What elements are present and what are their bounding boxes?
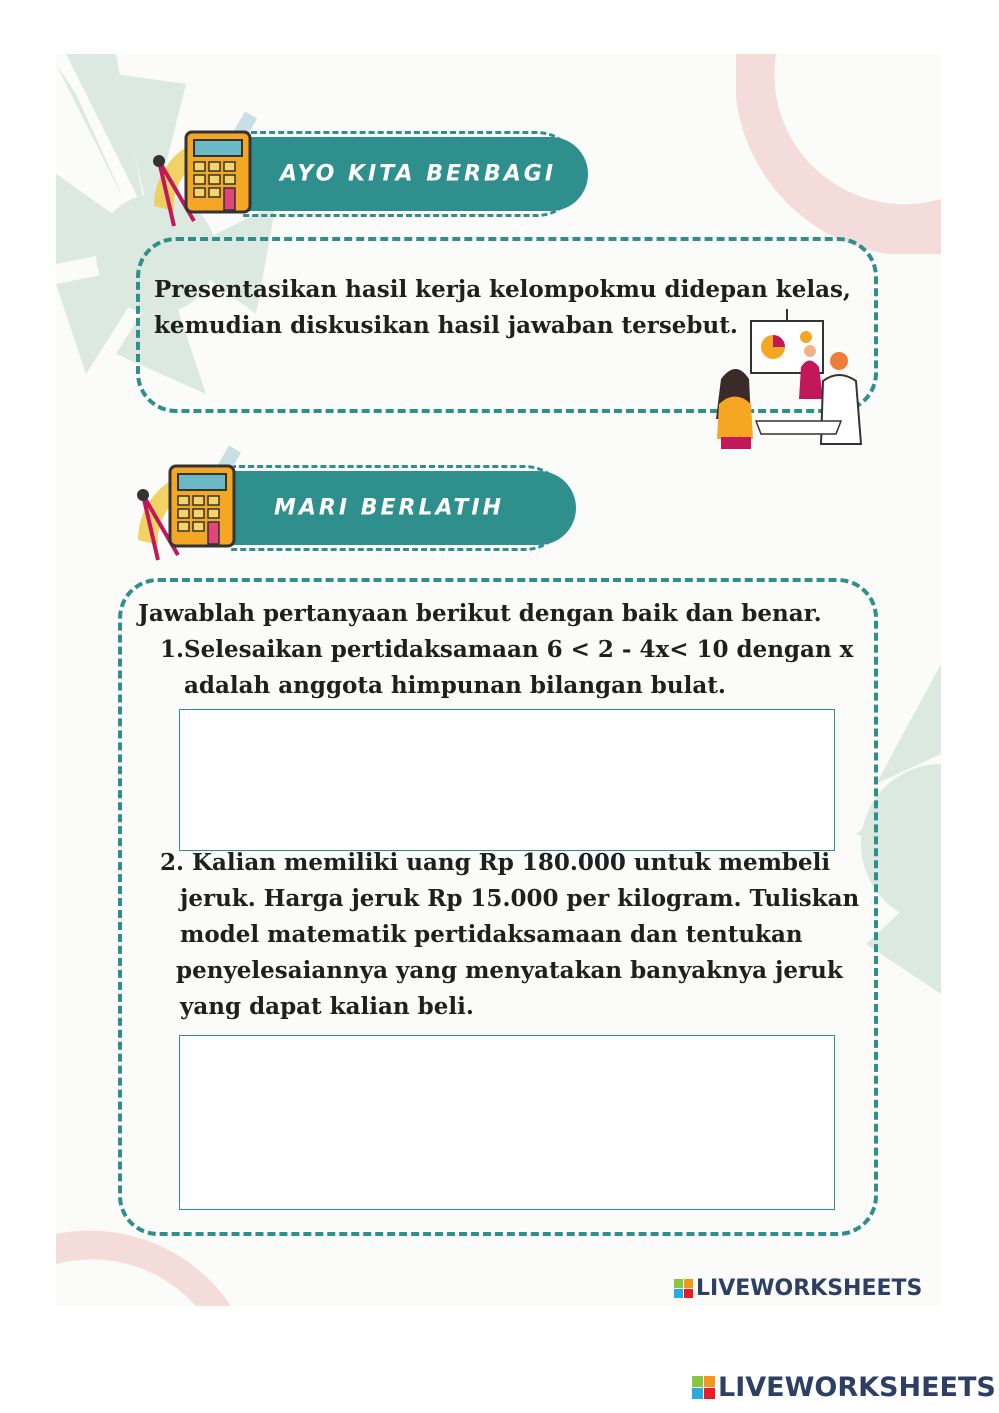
liveworksheets-text-outer: LIVEWORKSHEETS — [718, 1372, 996, 1403]
question2-line5: yang dapat kalian beli. — [180, 993, 474, 1020]
question2-line3: model matematik pertidaksamaan dan tentukan — [180, 921, 803, 948]
calculator-compass-icon-2 — [118, 440, 248, 570]
liveworksheets-text-inner: LIVEWORKSHEETS — [696, 1276, 923, 1301]
section1-banner — [228, 137, 588, 211]
section1-title: AYO KITA BERBAGI — [280, 161, 557, 187]
calculator-compass-icon — [134, 106, 264, 236]
question2-line1: 2. Kalian memiliki uang Rp 180.000 untuk membeli — [160, 849, 831, 876]
section1-text-line1: Presentasikan hasil kerja kelompokmu didepan kelas, — [154, 276, 851, 303]
pink-arc-bottom-left — [56, 1224, 236, 1306]
liveworksheets-logo-outer — [692, 1372, 996, 1403]
question2-line4: penyelesaiannya yang menyatakan banyaknya jeruk — [176, 957, 843, 984]
section2-title: MARI BERLATIH — [274, 495, 504, 521]
section2-banner — [216, 471, 576, 545]
question1-line2: adalah anggota himpunan bilangan bulat. — [184, 672, 726, 699]
liveworksheets-mark-icon-outer — [692, 1376, 715, 1399]
question1-line1: 1.Selesaikan pertidaksamaan 6 < 2 - 4x< 10 dengan x — [160, 636, 854, 663]
section2-intro: Jawablah pertanyaan berikut dengan baik dan benar. — [138, 600, 822, 627]
section1-text-line2: kemudian diskusikan hasil jawaban tersebut. — [154, 312, 738, 339]
pink-arc-top-right — [736, 54, 941, 254]
answer1-input[interactable] — [179, 709, 835, 851]
presentation-illustration — [711, 309, 876, 454]
question2-line2: jeruk. Harga jeruk Rp 15.000 per kilogram. Tuliskan — [180, 885, 860, 912]
answer2-input[interactable] — [179, 1035, 835, 1210]
worksheet-page — [56, 54, 941, 1306]
liveworksheets-logo-inner — [674, 1276, 922, 1301]
liveworksheets-mark-icon — [674, 1279, 693, 1298]
